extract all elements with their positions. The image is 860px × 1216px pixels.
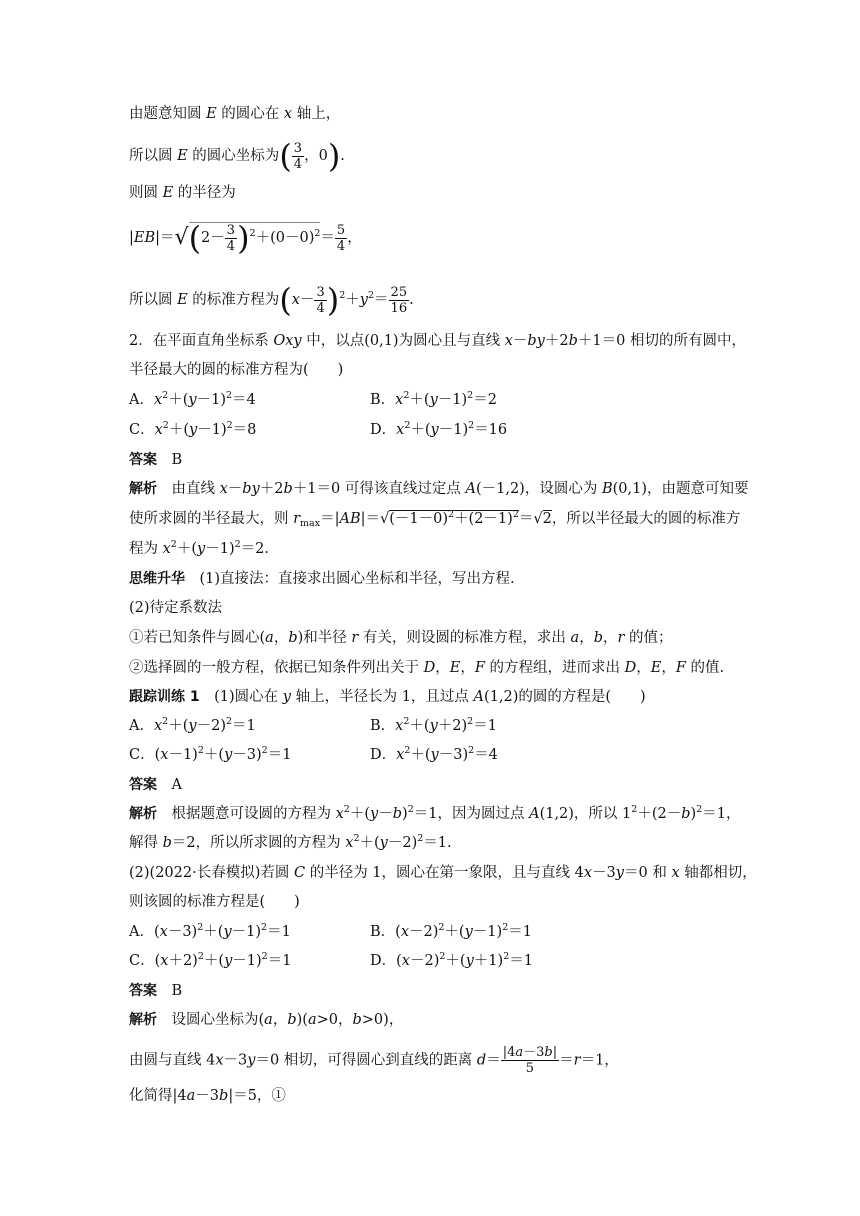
text-line: 由题意知圆 E 的圆心在 x 轴上， bbox=[129, 106, 341, 122]
analysis-line: 解析 根据题意可设圆的方程为 $x^2+(y-b)^2=1$，因为圆过点 A(1,2)，所以 $1^2+(2-b)^2=1$， bbox=[129, 804, 741, 822]
analysis-line: 程为 $x^2+(y-1)^2=2$. bbox=[129, 539, 269, 557]
answer-line: 答案 A bbox=[129, 777, 182, 793]
analysis-line: 使所求圆的半径最大，则 $r_{max}=|AB|=√(-1-0)^2+(2-1)^2=√2$，所以半径最大的圆的标准方 bbox=[129, 509, 741, 529]
analysis-line: 解析 设圆心坐标为(a，b)(a>0，b>0)， bbox=[129, 1012, 404, 1028]
practice-2-stem: (2)(2022·长春模拟)若圆 C 的半径为 1，圆心在第一象限，且与直线 4x－3y＝0 和 x 轴都相切， bbox=[129, 865, 757, 881]
summary-line: ①若已知条件与圆心(a，b)和半径 r 有关，则设圆的标准方程，求出 a，b，r 的值； bbox=[129, 630, 673, 646]
summary-line: ②选择圆的一般方程，依据已知条件列出关于 D，E，F 的方程组，进而求出 D，E，F 的值. bbox=[129, 660, 725, 676]
analysis-line: 解析 由直线 x－by＋2b＋1＝0 可得该直线过定点 A(－1,2)，设圆心为 B(0,1)，由题意可知要 bbox=[129, 481, 749, 497]
summary-line: (2)待定系数法 bbox=[129, 600, 223, 616]
option-a: A．$x^2+(y-1)^2=4$ bbox=[129, 390, 256, 408]
option-c: C．$(x+2)^2+(y-1)^2=1$ bbox=[129, 951, 292, 969]
option-b: B．$x^2+(y+2)^2=1$ bbox=[370, 716, 497, 734]
option-c: C．$x^2+(y-1)^2=8$ bbox=[129, 420, 257, 438]
practice-2-stem-cont: 则该圆的标准方程是( ) bbox=[129, 894, 300, 910]
radius-formula: |EB|＝ √(2－ $\frac{3}{4}$ )$^2+(0-0)^2=$ $\frac{5}{4}$ ， bbox=[129, 219, 362, 257]
practice-1-stem: 跟踪训练 1 (1)圆心在 y 轴上，半径长为 1，且过点 A(1,2)的圆的方程是( ) bbox=[129, 689, 646, 705]
option-b: B．$(x-2)^2+(y-1)^2=1$ bbox=[370, 922, 532, 940]
question-2-stem-cont: 半径最大的圆的标准方程为( ) bbox=[129, 362, 344, 378]
center-coordinate-line: 所以圆 E 的圆心坐标为( $\frac{3}{4}$ ，0). bbox=[129, 137, 345, 175]
option-b: B．$x^2+(y-1)^2=2$ bbox=[370, 390, 497, 408]
text-line: 则圆 E 的半径为 bbox=[129, 185, 236, 201]
answer-line: 答案 B bbox=[129, 983, 183, 999]
option-a: A．$x^2+(y-2)^2=1$ bbox=[129, 716, 256, 734]
option-d: D．$x^2+(y-1)^2=16$ bbox=[370, 420, 508, 438]
option-d: D．$x^2+(y-3)^2=4$ bbox=[370, 745, 498, 763]
standard-equation-line: 所以圆 E 的标准方程为(x－ $\frac{3}{4}$ )$^2+y^2=$ $\frac{25}{16}$ . bbox=[129, 281, 414, 319]
analysis-line: 化简得|4a－3b|＝5，① bbox=[129, 1088, 286, 1104]
analysis-line: 解得 b＝2，所以所求圆的方程为 $x^2+(y-2)^2=1$. bbox=[129, 833, 452, 851]
summary-line: 思维升华 (1)直接法：直接求出圆心坐标和半径，写出方程. bbox=[129, 571, 515, 587]
option-d: D．$(x-2)^2+(y+1)^2=1$ bbox=[370, 951, 533, 969]
question-2-stem: 2．在平面直角坐标系 Oxy 中，以点(0,1)为圆心且与直线 x－by＋2b＋1＝0 相切的所有圆中， bbox=[129, 333, 746, 349]
option-c: C．$(x-1)^2+(y-3)^2=1$ bbox=[129, 745, 292, 763]
answer-line: 答案 B bbox=[129, 452, 183, 468]
distance-formula-line: 由圆与直线 4x－3y＝0 相切，可得圆心到直线的距离 d＝ $\frac{|4a-3b|}{5}$ ＝r＝1， bbox=[129, 1045, 619, 1076]
option-a: A．$(x-3)^2+(y-1)^2=1$ bbox=[129, 922, 291, 940]
